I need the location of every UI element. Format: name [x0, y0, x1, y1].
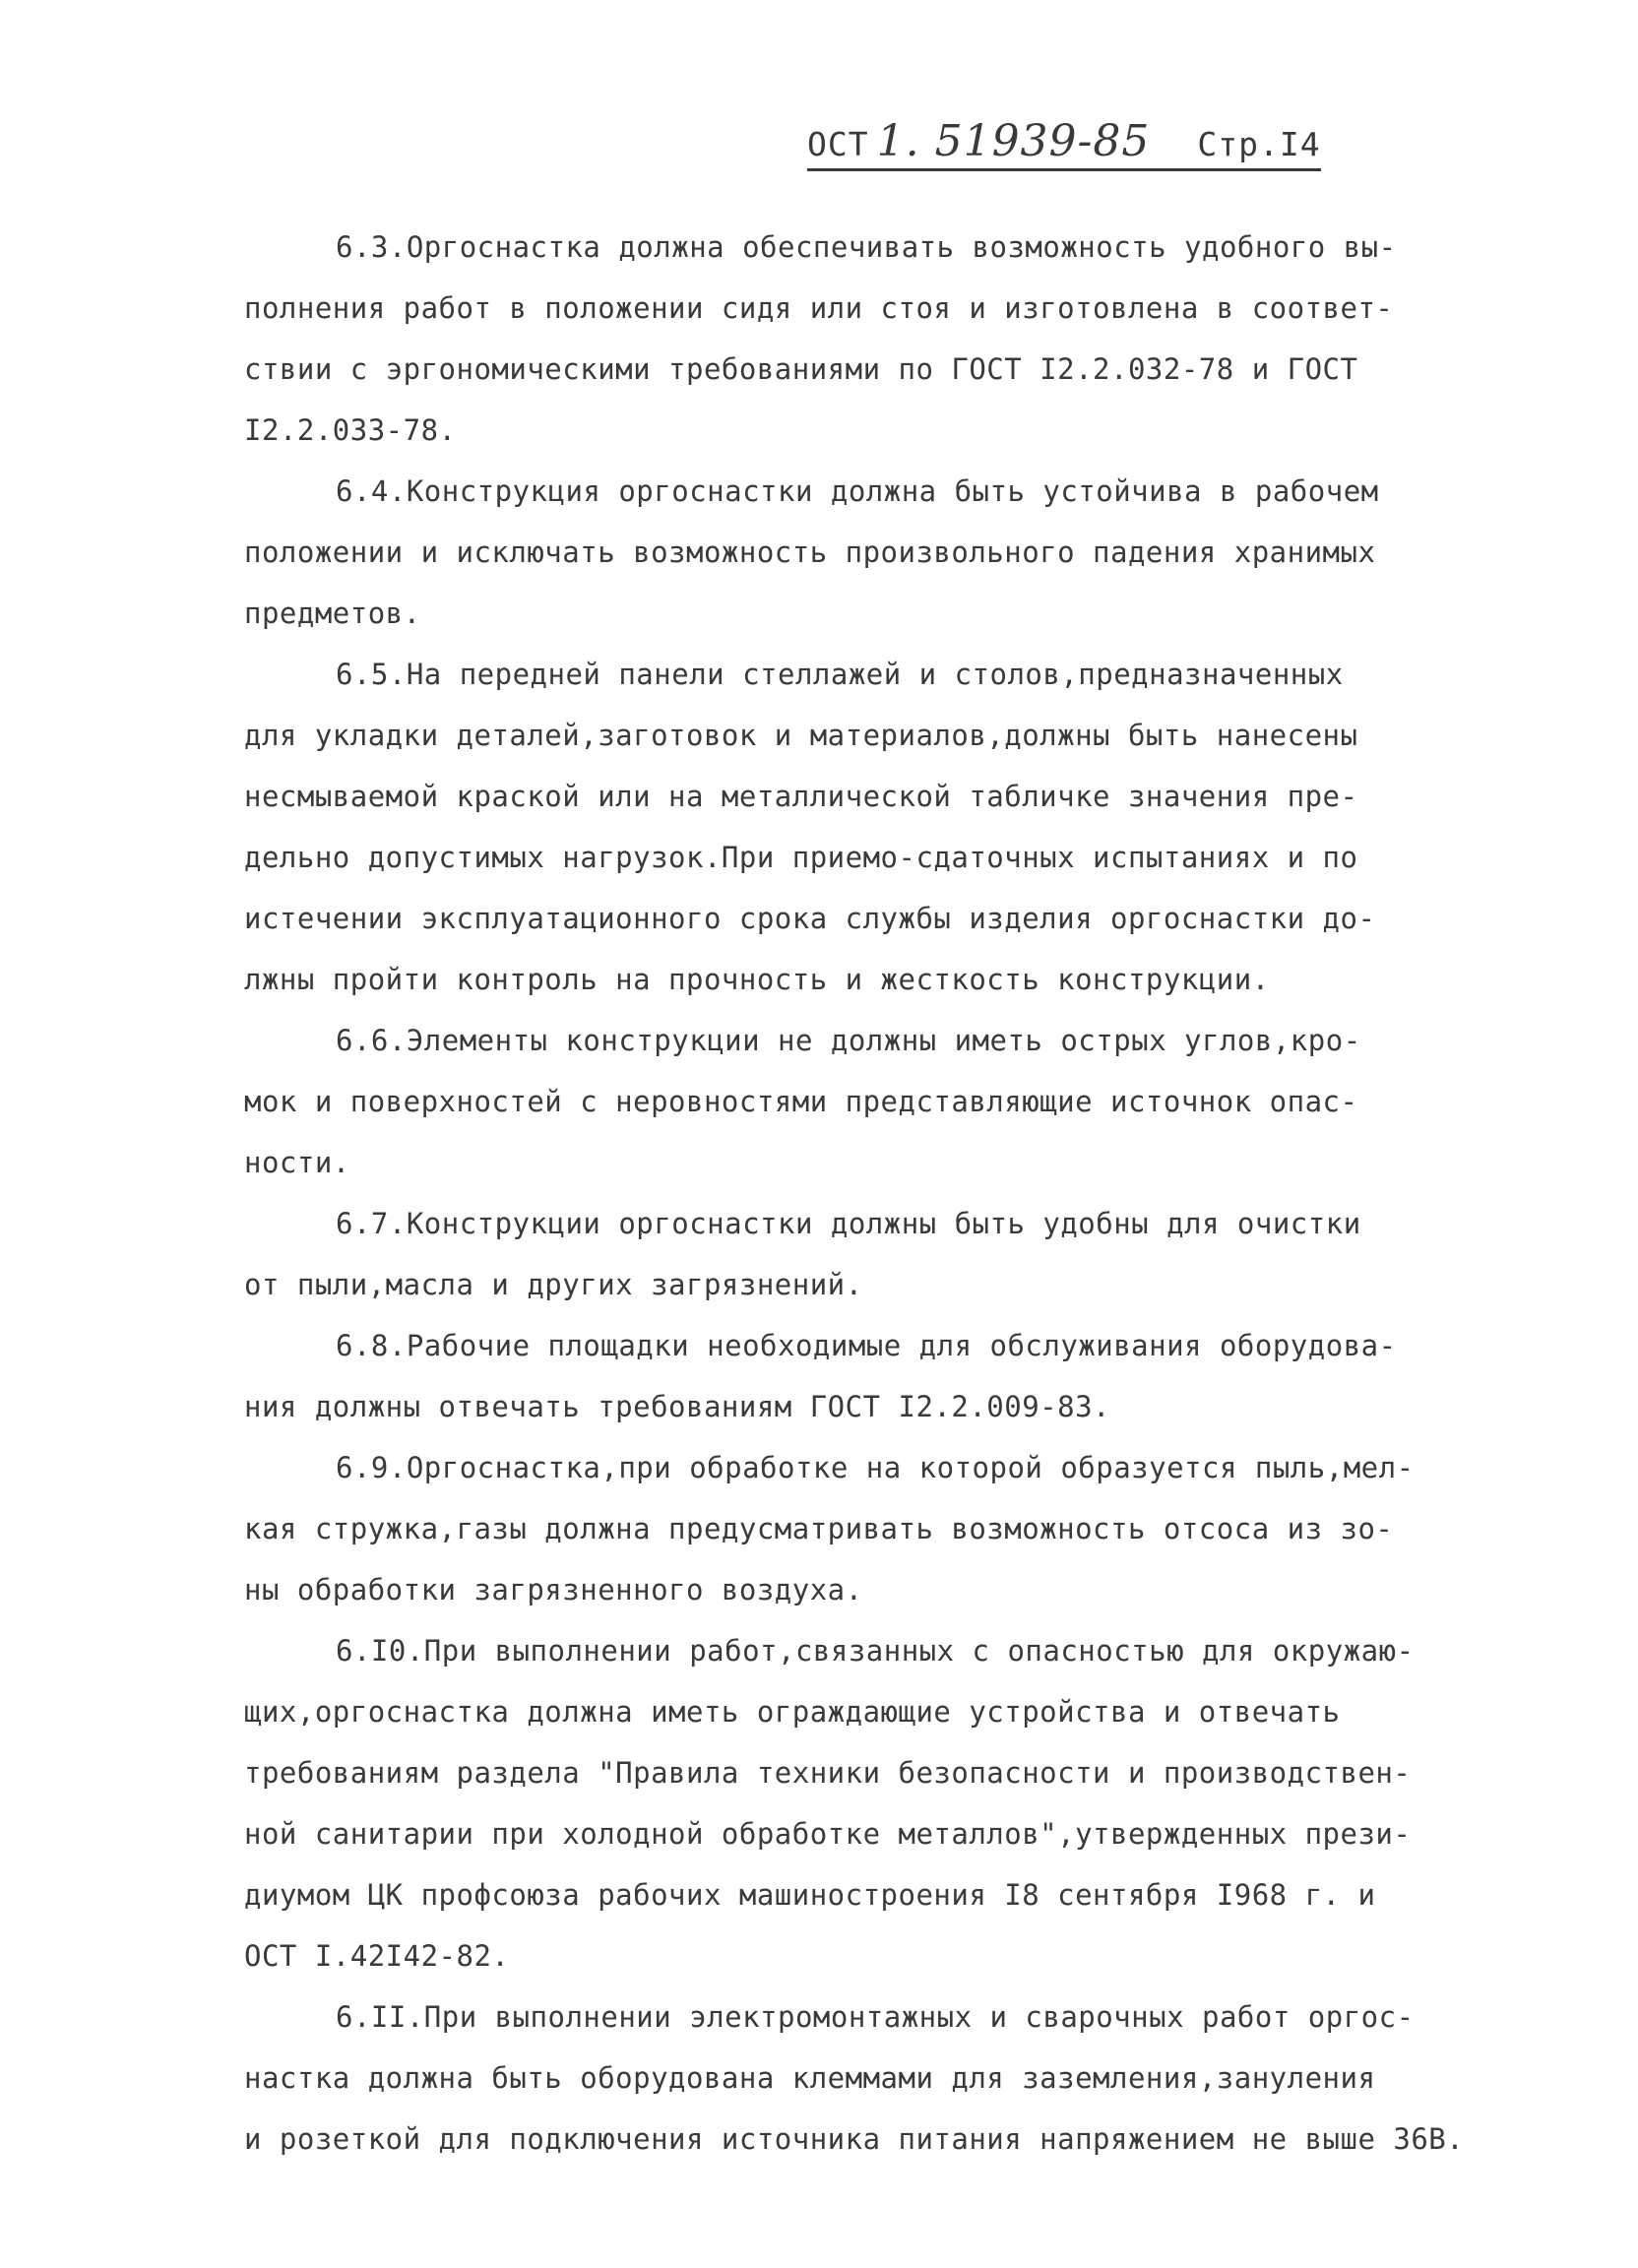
text-line: 6.5.На передней панели стеллажей и столов,предназначенных	[336, 658, 1344, 691]
text-line: ствии с эргономическими требованиями по ГОСТ I2.2.032-78 и ГОСТ	[244, 352, 1358, 386]
document-body	[244, 217, 1475, 2170]
page-header	[807, 116, 1321, 171]
text-line: несмываемой краской или на металлической табличке значения пре-	[244, 780, 1358, 813]
text-line: предметов.	[244, 597, 421, 630]
text-line: ны обработки загрязненного воздуха.	[244, 1573, 863, 1606]
text-line: 6.7.Конструкции оргоснастки должны быть удобны для очистки	[336, 1207, 1361, 1240]
standard-number: 1. 51939-85	[876, 116, 1151, 166]
text-line: мок и поверхностей с неровностями представляющие источнок опас-	[244, 1085, 1358, 1118]
text-line: 6.3.Оргоснастка должна обеспечивать возможность удобного вы-	[336, 230, 1397, 264]
text-line: для укладки деталей,заготовок и материалов,должны быть нанесены	[244, 719, 1358, 752]
text-line: 6.9.Оргоснастка,при обработке на которой образуется пыль,мел-	[336, 1451, 1415, 1484]
text-line: 6.6.Элементы конструкции не должны иметь острых углов,кро-	[336, 1024, 1361, 1057]
text-line: 6.8.Рабочие площадки необходимые для обслуживания оборудова-	[336, 1329, 1397, 1362]
text-line: положении и исключать возможность произвольного падения хранимых	[244, 536, 1376, 569]
text-line: от пыли,масла и других загрязнений.	[244, 1268, 863, 1301]
text-line: 6.II.При выполнении электромонтажных и сварочных работ оргос-	[336, 2000, 1415, 2034]
text-line: ОСТ I.42I42-82.	[244, 1939, 510, 1973]
text-line: ности.	[244, 1146, 350, 1179]
text-line: ной санитарии при холодной обработке металлов",утвержденных прези-	[244, 1817, 1412, 1851]
text-line: 6.I0.При выполнении работ,связанных с опасностью для окружаю-	[336, 1634, 1415, 1668]
text-line: кая стружка,газы должна предусматривать возможность отсоса из зо-	[244, 1512, 1394, 1545]
text-line: дельно допустимых нагрузок.При приемо-сдаточных испытаниях и по	[244, 841, 1358, 874]
text-line: истечении эксплуатационного срока службы изделия оргоснастки до-	[244, 902, 1376, 935]
text-line: диумом ЦК профсоюза рабочих машиностроения I8 сентября I968 г. и	[244, 1878, 1376, 1912]
text-line: настка должна быть оборудована клеммами для заземления,зануления	[244, 2061, 1376, 2095]
page-number: Стр.I4	[1197, 125, 1321, 163]
text-line: и розеткой для подключения источника питания напряжением не выше 36В.	[244, 2122, 1465, 2156]
text-line: ния должны отвечать требованиям ГОСТ I2.2.009-83.	[244, 1390, 1111, 1423]
text-line: требованиям раздела "Правила техники безопасности и производствен-	[244, 1756, 1412, 1790]
text-line: полнения работ в положении сидя или стоя и изготовлена в соответ-	[244, 291, 1394, 325]
text-line: лжны пройти контроль на прочность и жесткость конструкции.	[244, 963, 1270, 996]
standard-label: ОСТ	[807, 125, 869, 163]
text-line: щих,оргоснастка должна иметь ограждающие устройства и отвечать	[244, 1695, 1341, 1729]
text-line: I2.2.033-78.	[244, 413, 457, 447]
text-line: 6.4.Конструкция оргоснастки должна быть устойчива в рабочем	[336, 474, 1379, 508]
